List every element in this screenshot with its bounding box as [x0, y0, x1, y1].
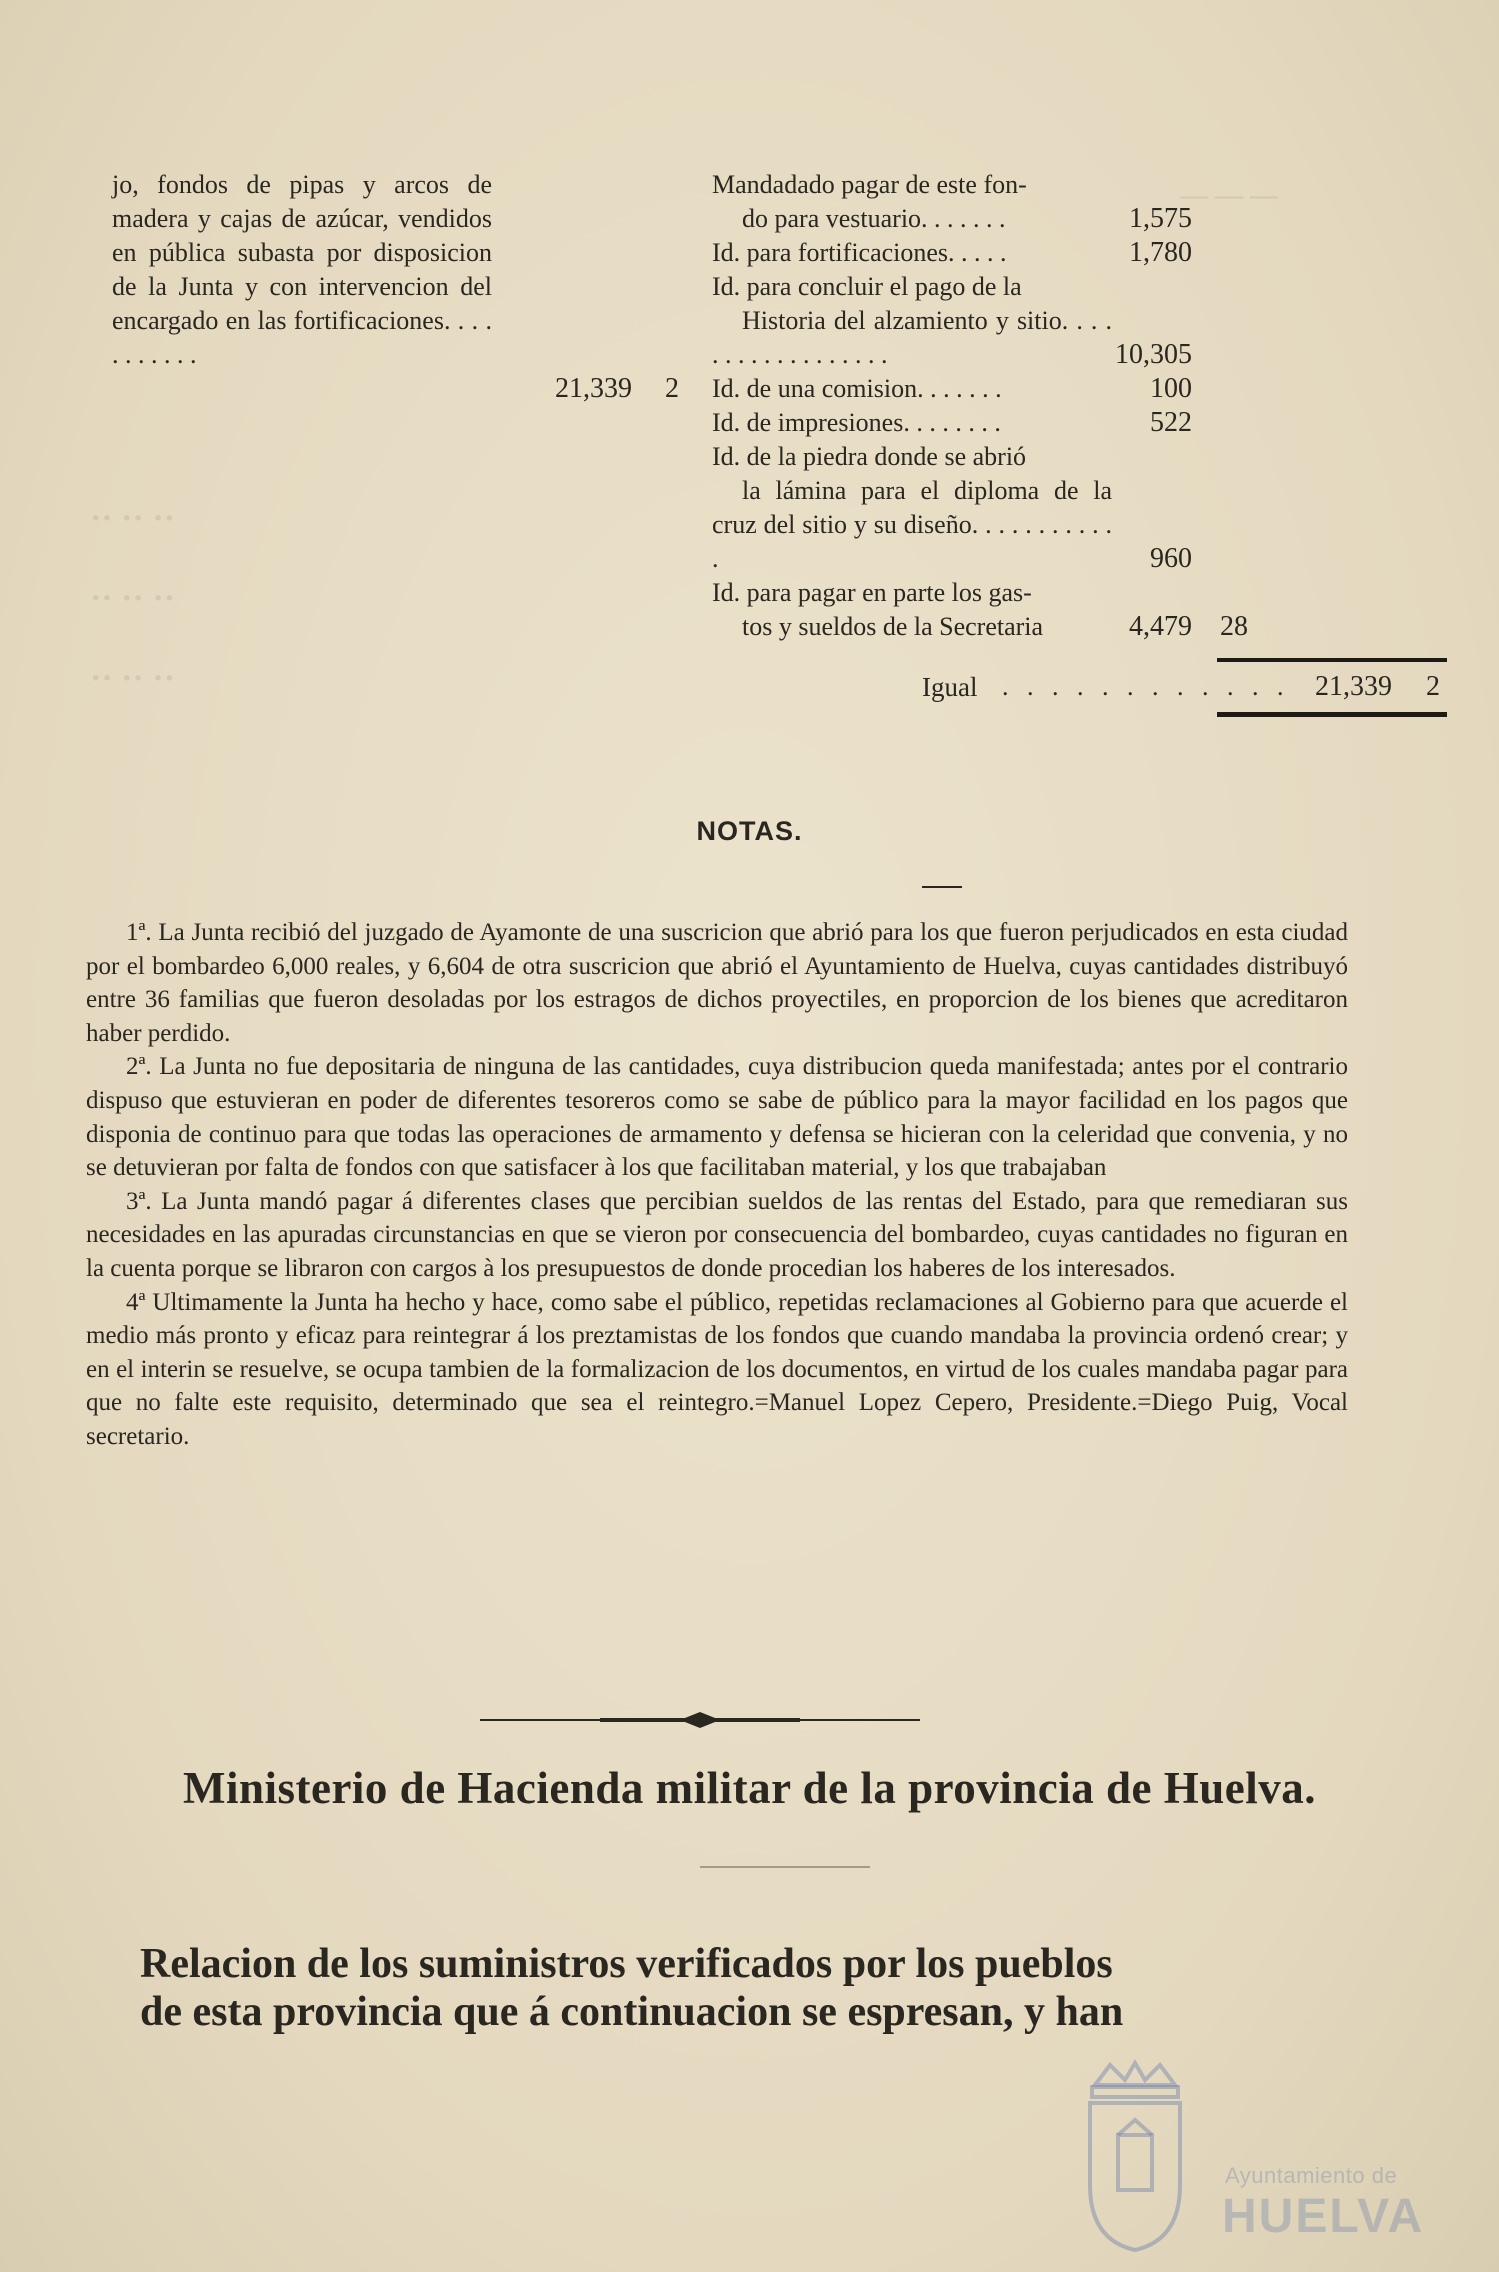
total-row — [712, 658, 1440, 728]
expense-entry — [712, 576, 1322, 644]
expense-cents: 28 — [1220, 611, 1248, 642]
expense-column — [712, 168, 1440, 728]
total-amount: 21,339 — [1315, 671, 1392, 702]
bleed-through: ·· ·· ·· — [90, 500, 176, 537]
expense-entry-label-cont: la lámina para el diploma de la cruz del sitio y su diseño. . . . . . . . . . . . — [712, 476, 1112, 573]
income-item — [112, 168, 492, 372]
expense-entry — [712, 440, 1322, 576]
expense-entry-label: Id. para fortificaciones. . . . . — [712, 238, 1007, 267]
relacion-heading — [140, 1940, 1350, 2036]
expense-amount: 1,780 — [1129, 237, 1192, 268]
expense-amount: 4,479 — [1129, 611, 1192, 642]
total-rule-bottom — [1217, 712, 1447, 717]
bleed-through: — — — — [1180, 180, 1278, 211]
expense-entry — [712, 406, 1322, 440]
coat-of-arms-icon — [1070, 2055, 1200, 2255]
bleed-through: ·· ·· ·· — [90, 580, 176, 617]
relacion-line-2: de esta provincia que á continuacion se espresan, y han — [140, 1989, 1124, 2035]
notes-title: NOTAS. — [696, 816, 803, 846]
expense-entry — [712, 236, 1322, 270]
expense-entry-label: Id. de una comision. . . . . . . — [712, 374, 1002, 403]
total-label: Igual — [922, 672, 978, 702]
expense-entry-label: Id. para concluir el pago de la — [712, 272, 1022, 301]
watermark — [1070, 2055, 1440, 2255]
expense-entry-label: Mandadado pagar de este fon- — [712, 170, 1027, 199]
ministry-heading: Ministerio de Hacienda militar de la provincia de Huelva. — [182, 1763, 1317, 1813]
total-leader-dots: . . . . . . . . . . . . — [1002, 672, 1290, 701]
income-amount-cents: 2 — [665, 373, 679, 404]
total-rule-top — [1217, 658, 1447, 662]
expense-entry-label-cont: tos y sueldos de la Secretaria — [742, 612, 1044, 641]
expense-amount: 522 — [1150, 407, 1192, 438]
accounts-section — [112, 168, 1440, 728]
notes-divider — [922, 886, 962, 888]
expense-entry-label: Id. de la piedra donde se abrió — [712, 442, 1027, 471]
note-paragraph: 3ª. La Junta mandó pagar á diferentes clases que percibian sueldos de las rentas del Estado, para que remediaran sus necesidades en las apuradas circunstancias en que se vieron por consecuencia del bombardeo, cuyas cantidades no figuran en la cuenta porque se libraron con cargos à los presupuestos de donde procedian los haberes de los interesados. — [86, 1187, 1348, 1282]
income-item-text: jo, fondos de pipas y arcos de madera y cajas de azúcar, vendidos en pública subasta por disposicion de la Junta y con intervencion del encargado en las fortificaciones. . . . . . . . . . . — [112, 170, 492, 369]
expense-amount: 100 — [1150, 373, 1192, 404]
expense-entry-label-cont: do para vestuario. . . . . . . — [742, 204, 1006, 233]
bleed-through: ·· ·· ·· — [90, 660, 176, 697]
expense-entry-label: Id. de impresiones. . . . . . . . — [712, 408, 1001, 437]
section-rule — [700, 1866, 870, 1868]
expense-amount: 10,305 — [1115, 339, 1192, 370]
total-cents: 2 — [1426, 671, 1440, 702]
expense-amount: 1,575 — [1129, 203, 1192, 234]
expense-entry — [712, 372, 1322, 406]
ornament-divider — [480, 1700, 920, 1740]
notes-body — [86, 916, 1348, 1454]
income-amount-value: 21,339 — [555, 373, 632, 404]
relacion-line-1: Relacion de los suministros verificados por los pueblos — [140, 1941, 1113, 1987]
watermark-text-small: Ayuntamiento de — [1225, 2163, 1398, 2188]
expense-entry-label-cont: Historia del alzamiento y sitio. . . . . . . . . . . . . . . . . . — [712, 306, 1112, 369]
expense-amount: 960 — [1150, 543, 1192, 574]
note-paragraph: 2ª. La Junta no fue depositaria de ninguna de las cantidades, cuya distribucion queda manifestada; antes por el contrario dispuso que estuvieran en poder de diferentes tesoreros como se sabe de público para la mayor facilidad en los pagos que disponia de continuo para que todas las operaciones de armamento y defensa se hicieran con la celeridad que convenia, y no se detuvieran por falta de fondos con que satisfacer à los que facilitaban material, y los que trabajaban — [86, 1053, 1348, 1182]
note-paragraph: 4ª Ultimamente la Junta ha hecho y hace, como sabe el público, repetidas reclamaciones al Gobierno para que acuerde el medio más pronto y eficaz para reintegrar á los preztamistas de los fondos que cuando mandaba la provincia ordenó crear; y en el interin se resuelve, se ocupa tambien de la formalizacion de los documentos, en virtud de los cuales mandaba pagar para que no falte este requisito, determinado que sea el reintegro.=Manuel Lopez Cepero, Presidente.=Diego Puig, Vocal secretario. — [86, 1288, 1348, 1450]
expense-entry-label: Id. para pagar en parte los gas- — [712, 578, 1032, 607]
expense-entry — [712, 168, 1322, 236]
watermark-text-large: HUELVA — [1222, 2190, 1425, 2243]
expense-entry — [712, 270, 1322, 372]
note-paragraph: 1ª. La Junta recibió del juzgado de Ayamonte de una suscricion que abrió para los que fueron perjudicados en esta ciudad por el bombardeo 6,000 reales, y 6,604 de otra suscricion que abrió el Ayuntamiento de Huelva, cuyas cantidades distribuyó entre 36 familias que fueron desoladas por los estragos de dichos proyectiles, en proporcion de los bienes que acreditaron haber perdido. — [86, 919, 1348, 1047]
